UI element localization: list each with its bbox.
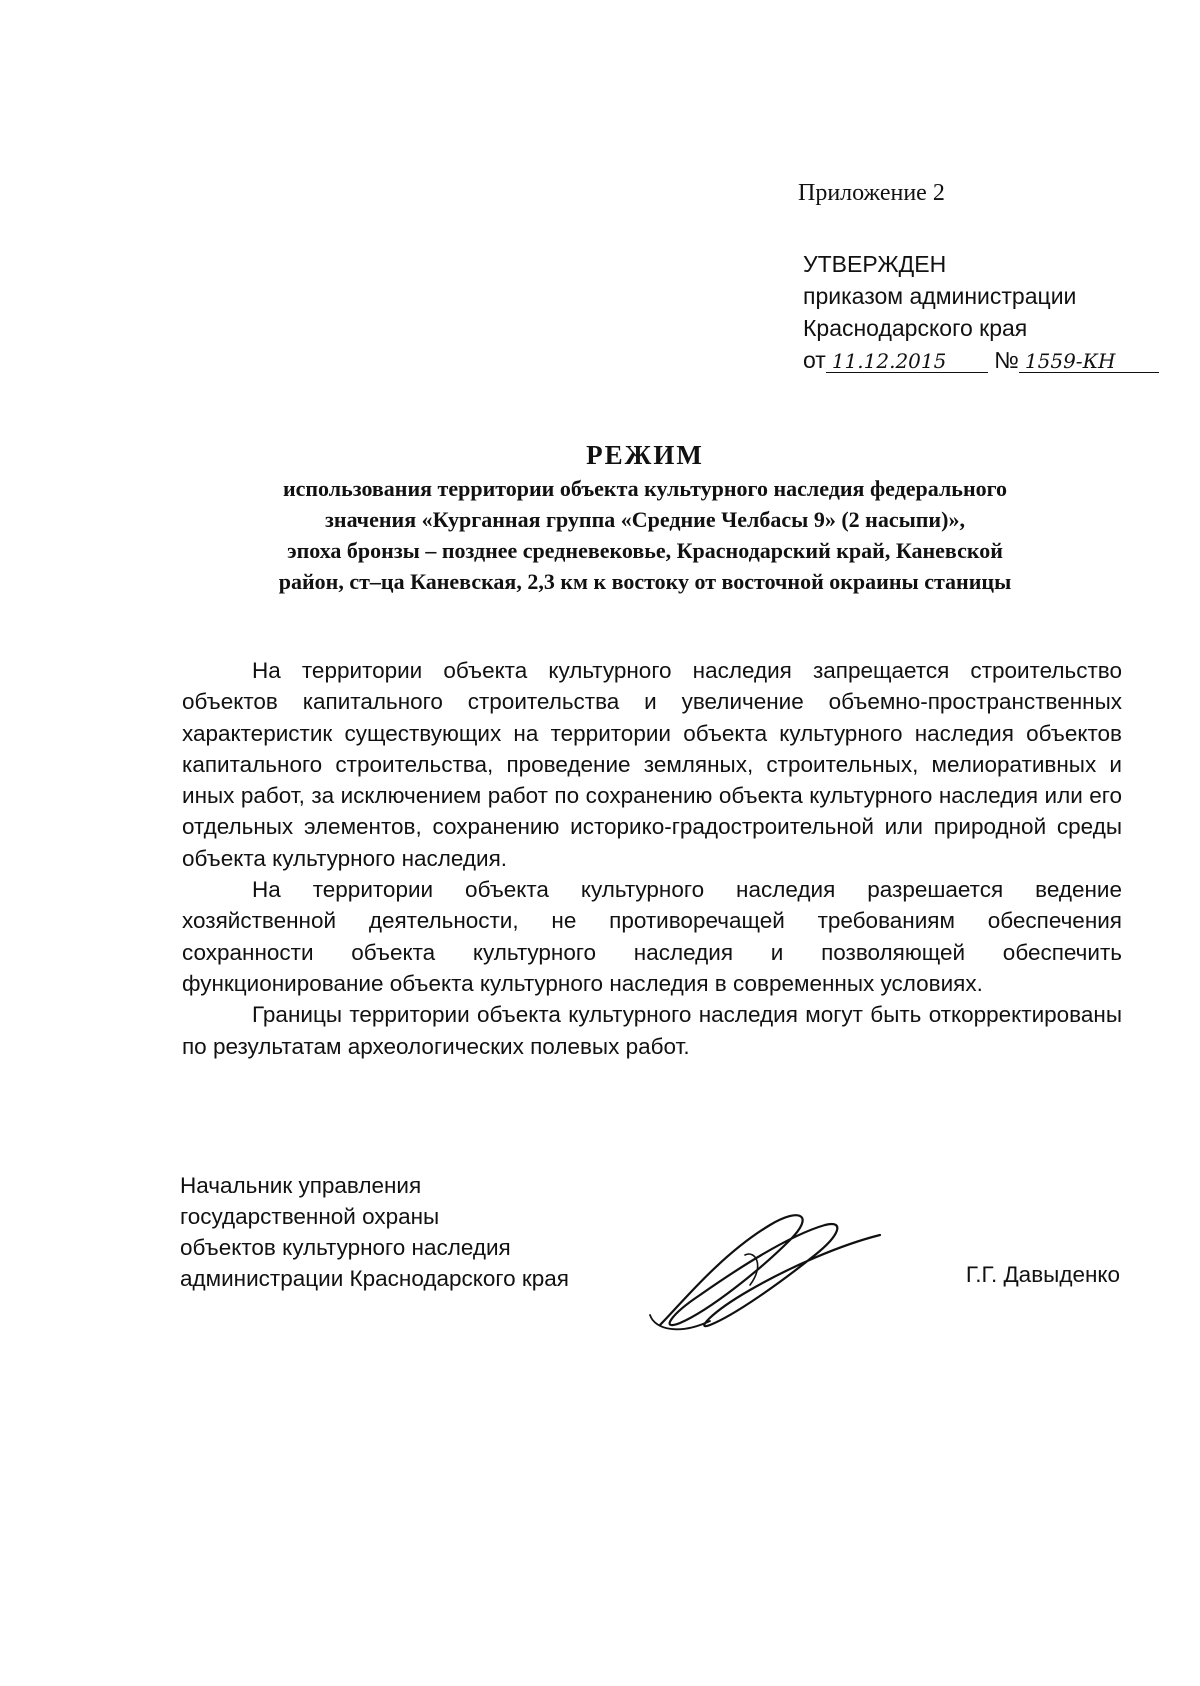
position-line-1: Начальник управления (180, 1173, 422, 1198)
signatory-position (180, 1170, 569, 1294)
paragraph-boundaries: Границы территории объекта культурного наследия могут быть откорректированы по результатам археологических полевых работ. (182, 1002, 1122, 1059)
handwritten-date: 11.12.2015 (826, 350, 988, 373)
title-line-4: район, ст–ца Каневская, 2,3 км к востоку от восточной окраины станицы (278, 569, 1012, 594)
position-line-3: объектов культурного наследия (180, 1235, 511, 1260)
approval-heading: УТВЕРЖДЕН (803, 251, 947, 277)
document-title-block (160, 440, 1130, 597)
paragraph-prohibitions: На территории объекта культурного наследия запрещается строительство объектов капитального строительства и увеличение объемно-пространственных характеристик существующих на территории объекта культурного наследия объектов капитального строительства, проведение земляных, строительных, мелиоративных и иных работ, за исключением работ по сохранению объекта культурного наследия или его отдельных элементов, сохранению историко-градостроительной или природной среды объекта культурного наследия. (182, 658, 1122, 871)
title-line-3: эпоха бронзы – позднее средневековье, Краснодарский край, Каневской (287, 538, 1003, 563)
approval-line-1: приказом администрации (803, 283, 1077, 309)
signatory-name: Г.Г. Давыденко (965, 1262, 1120, 1287)
title-line-1: использования территории объекта культурного наследия федерального (282, 476, 1008, 501)
title-line-2: значения «Курганная группа «Средние Челбасы 9» (2 насыпи)», (325, 507, 965, 532)
date-prefix: от (803, 347, 826, 373)
approval-date-line (803, 344, 1159, 376)
paragraph-permissions: На территории объекта культурного наследия разрешается ведение хозяйственной деятельности, не противоречащей требованиям обеспечения сохранности объекта культурного наследия и позволяющей обеспечить функционирование объекта культурного наследия в современных условиях. (182, 877, 1122, 996)
approval-line-2: Краснодарского края (803, 315, 1028, 341)
approval-block (803, 248, 1159, 376)
position-line-4: администрации Краснодарского края (180, 1266, 569, 1291)
document-title: РЕЖИМ (586, 440, 704, 470)
handwritten-order-number: 1559-КН (1019, 350, 1159, 373)
appendix-label: Приложение 2 (798, 180, 945, 206)
handwritten-signature (640, 1195, 890, 1345)
position-line-2: государственной охраны (180, 1204, 440, 1229)
number-prefix: № (994, 347, 1019, 373)
body-text (182, 655, 1122, 1062)
